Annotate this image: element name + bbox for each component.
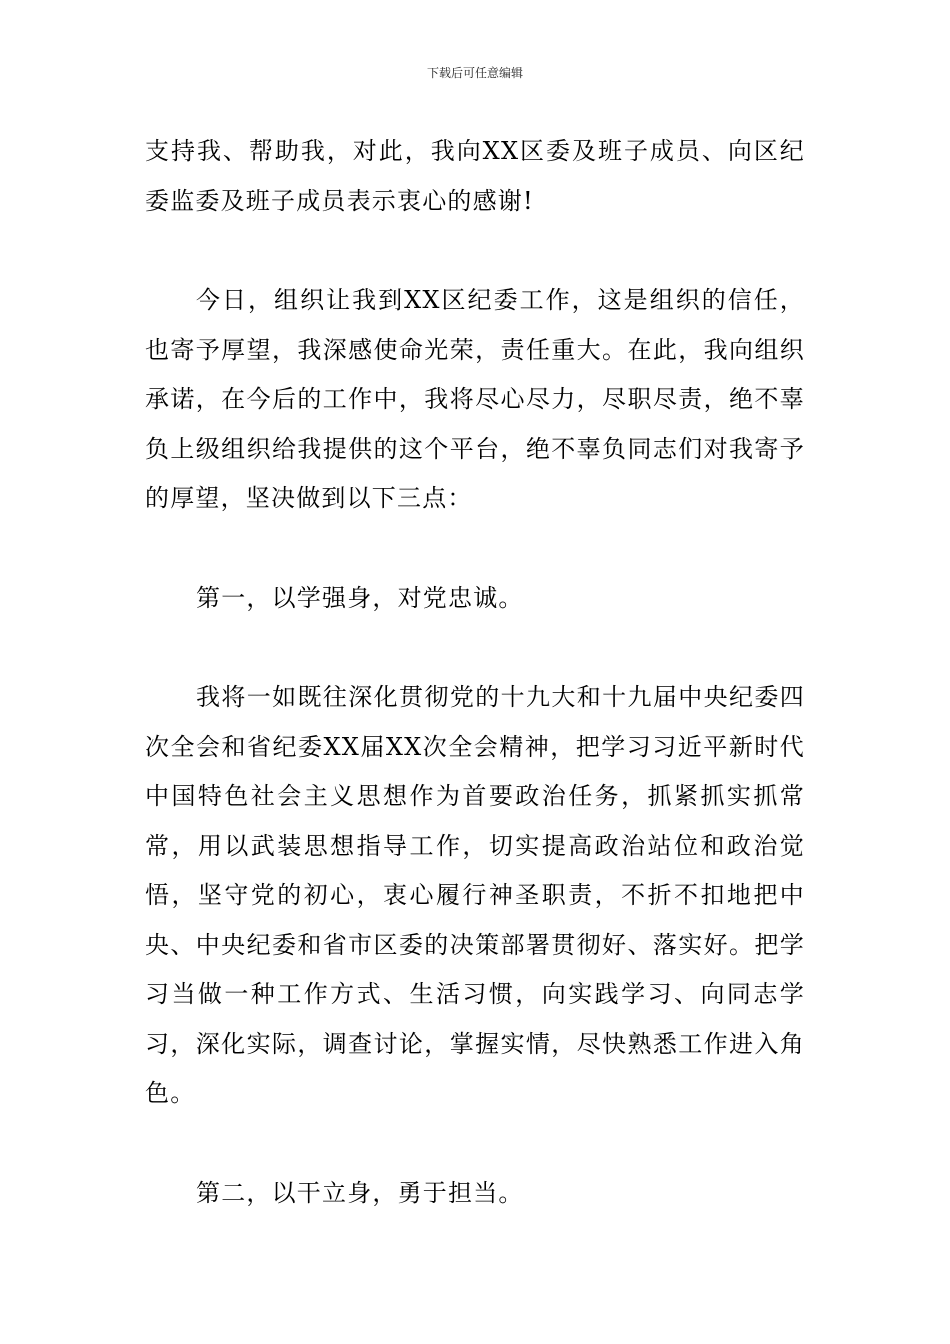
paragraph-gap	[145, 226, 805, 276]
paragraph-continued: 支持我、帮助我，对此，我向XX区委及班子成员、向区纪委监委及班子成员表示衷心的感谢!	[145, 137, 805, 215]
paragraph-gap	[145, 1119, 805, 1169]
paragraph-gap	[145, 623, 805, 673]
section-heading-second: 第二，以干立身，勇于担当。	[196, 1178, 524, 1207]
section-heading-first: 第一，以学强身，对党忠诚。	[196, 583, 524, 612]
paragraph-first-detail: 我将一如既往深化贯彻党的十九大和十九届中央纪委四次全会和省纪委XX届XX次全会精神，把学习习近平新时代中国特色社会主义思想作为首要政治任务，抓紧抓实抓常常，用以武装思想指导工作，切实提高政治站位和政治觉悟，坚守党的初心，衷心履行神圣职责，不折不扣地把中央、中央纪委和省市区委的决策部署贯彻好、落实好。把学习当做一种工作方式、生活习惯，向实践学习、向同志学习，深化实际，调查讨论，掌握实情，尽快熟悉工作进入角色。	[145, 683, 805, 1107]
page-header-note: 下载后可任意编辑	[426, 66, 523, 80]
paragraph-gap	[145, 524, 805, 574]
document-body	[145, 127, 805, 1218]
paragraph-commitment: 今日，组织让我到XX区纪委工作，这是组织的信任，也寄予厚望，我深感使命光荣，责任重大。在此，我向组织承诺，在今后的工作中，我将尽心尽力，尽职尽责，绝不辜负上级组织给我提供的这个平台，绝不辜负同志们对我寄予的厚望，坚决做到以下三点：	[145, 286, 805, 512]
